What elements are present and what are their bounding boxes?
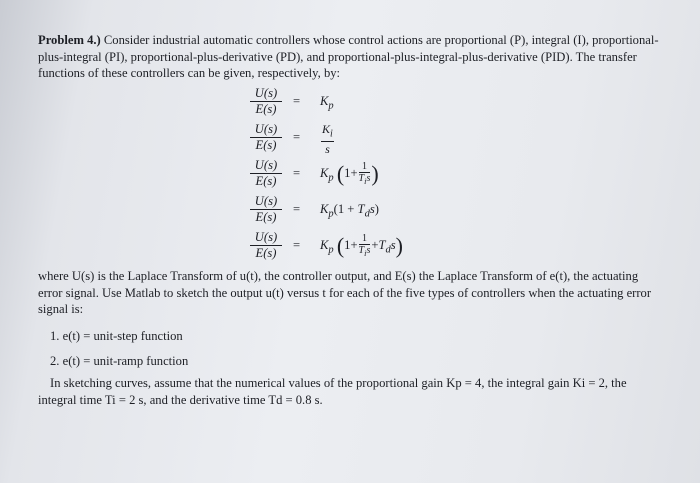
equation-rhs: $K_p(1 + T_ds)$	[320, 202, 379, 220]
case-number: 1.	[50, 329, 60, 343]
lhs-denominator: E(s)	[255, 210, 277, 224]
equals-sign: =	[293, 94, 301, 108]
equation-pi	[250, 158, 470, 192]
case-text: e(t) = unit-step function	[62, 329, 183, 343]
description-paragraph: where U(s) is the Laplace Transform of u(t), the controller output, and E(s) the Laplace Transform of e(t), the actuating error signal. Use Matlab to sketch the output u(t) versus t for each of the five types of controllers when the actuating error signal is:	[38, 269, 652, 317]
case-number: 2.	[50, 354, 60, 368]
lhs-numerator: U(s)	[250, 122, 282, 138]
equation-rhs: $\frac{K_i}{s}$	[322, 122, 333, 157]
lhs-numerator: U(s)	[250, 86, 282, 102]
case-text: e(t) = unit-ramp function	[62, 354, 189, 368]
lhs-numerator: U(s)	[250, 158, 282, 174]
equation-pd	[250, 194, 470, 228]
equation-lhs	[250, 86, 282, 117]
lhs-denominator: E(s)	[255, 174, 277, 188]
problem-intro	[38, 32, 663, 82]
equation-lhs	[250, 158, 282, 189]
lhs-denominator: E(s)	[255, 246, 277, 260]
problem-intro-text: Consider industrial automatic controllers whose control actions are proportional (P), integral (I), proportional-plus-integral (PI), proportional-plus-derivative (PD), and proportional-plus-integral-plus-derivative (PID). The transfer functions of these controllers can be given, respectively, by:	[38, 33, 659, 81]
lhs-denominator: E(s)	[255, 138, 277, 152]
equation-i	[250, 122, 470, 156]
closing-paragraph: In sketching curves, assume that the numerical values of the proportional gain Kp = 4, the integral gain Ki = 2, the integral time Ti = 2 s, and the derivative time Td = 0.8 s.	[38, 376, 627, 407]
lhs-denominator: E(s)	[255, 102, 277, 116]
equation-p	[250, 86, 470, 120]
lhs-numerator: U(s)	[250, 230, 282, 246]
equation-lhs	[250, 194, 282, 225]
equation-lhs	[250, 230, 282, 261]
equals-sign: =	[293, 202, 301, 216]
equation-rhs: $K_p$ (1+ 1 $T_is$ $+T_ds$)	[320, 233, 403, 258]
equation-rhs: $K_p$	[320, 94, 334, 112]
equals-sign: =	[293, 166, 301, 180]
case-item-2	[50, 354, 188, 369]
equation-pid	[250, 230, 470, 264]
lhs-numerator: U(s)	[250, 194, 282, 210]
equation-lhs	[250, 122, 282, 153]
equals-sign: =	[293, 130, 301, 144]
problem-label: Problem 4.)	[38, 33, 101, 47]
equation-rhs: $K_p$ (1+ 1 $T_is$ )	[320, 161, 379, 186]
case-item-1	[50, 329, 183, 344]
equals-sign: =	[293, 238, 301, 252]
